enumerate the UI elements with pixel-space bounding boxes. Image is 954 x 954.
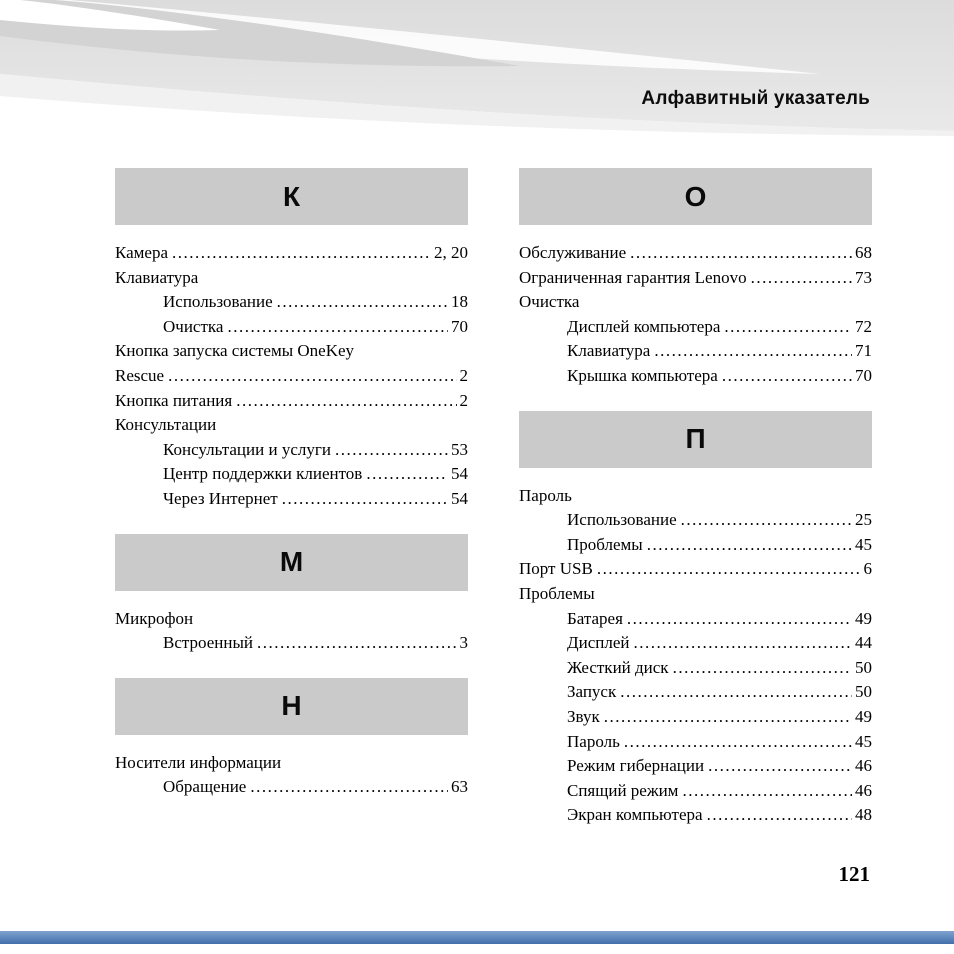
index-entry [519, 607, 872, 632]
index-entry [519, 364, 872, 389]
entry-label: Проблемы [567, 534, 643, 554]
entry-page-number: 73 [855, 267, 872, 287]
entry-label: Спящий режим [567, 780, 679, 800]
dot-leader [172, 241, 431, 266]
index-entry [519, 582, 872, 607]
dot-leader [236, 389, 456, 414]
index-column-left [115, 168, 468, 828]
index-entry [115, 389, 468, 414]
entry-page-number: 50 [855, 682, 872, 702]
index-entry [115, 438, 468, 463]
dot-leader [624, 730, 852, 755]
dot-leader [751, 266, 852, 291]
section-header-М [115, 534, 468, 591]
entry-page-number: 72 [855, 316, 872, 336]
index-entry [519, 266, 872, 291]
dot-leader [227, 315, 448, 340]
index-entry [519, 656, 872, 681]
index-entry [519, 315, 872, 340]
index-entry [115, 487, 468, 512]
entry-label: Камера [115, 243, 169, 262]
entry-page-number: 6 [863, 559, 872, 579]
dot-leader [707, 803, 852, 828]
entry-label: Ограниченная гарантия Lenovo [519, 267, 747, 287]
index-entry [519, 754, 872, 779]
index-entry [115, 266, 468, 291]
entry-page-number: 50 [855, 657, 872, 677]
dot-leader [682, 779, 852, 804]
entry-label: Обслуживание [519, 243, 627, 262]
entry-label: Через Интернет [163, 488, 278, 508]
page-number: 121 [838, 862, 870, 886]
entry-label: Консультации и услуги [163, 439, 331, 459]
section-header-О [519, 168, 872, 225]
section-letter: О [684, 180, 707, 212]
index-entry [115, 413, 468, 438]
entry-page-number: 46 [855, 756, 872, 776]
entry-label: Батарея [567, 608, 623, 628]
entry-page-number: 45 [855, 731, 872, 751]
entry-label: Порт USB [519, 559, 593, 579]
entry-page-number: 49 [855, 608, 872, 628]
dot-leader [250, 775, 448, 800]
entry-page-number: 48 [855, 805, 872, 825]
entry-label: Обращение [163, 777, 247, 797]
section-header-Н [115, 678, 468, 735]
entry-label: Пароль [567, 731, 620, 751]
index-entry [519, 779, 872, 804]
entry-page-number: 71 [855, 341, 872, 361]
entry-label: Клавиатура [115, 267, 199, 287]
section-letter: П [685, 423, 706, 455]
index-entry [115, 751, 468, 776]
entry-label: Клавиатура [567, 341, 651, 361]
index-entry [519, 241, 872, 266]
entry-list [115, 241, 468, 512]
index-entry [519, 290, 872, 315]
index-column-right [519, 168, 872, 828]
dot-leader [681, 508, 852, 533]
entry-list [115, 607, 468, 656]
entry-list [519, 241, 872, 389]
index-entry [519, 533, 872, 558]
section-letter: М [279, 546, 304, 578]
entry-label: Пароль [519, 485, 572, 505]
section-letter: К [282, 180, 301, 212]
entry-list [519, 484, 872, 828]
entry-page-number: 70 [451, 316, 468, 336]
entry-page-number: 54 [451, 464, 468, 484]
entry-label: Дисплей [567, 633, 630, 653]
entry-page-number: 49 [855, 706, 872, 726]
entry-label: Очистка [163, 316, 224, 336]
dot-leader [282, 487, 448, 512]
index-entry [115, 315, 468, 340]
dot-leader [620, 680, 852, 705]
section-letter: Н [281, 690, 302, 722]
dot-leader [604, 705, 852, 730]
entry-page-number: 63 [451, 777, 468, 797]
entry-label: Звук [567, 706, 600, 726]
dot-leader [277, 290, 448, 315]
dot-leader [257, 631, 457, 656]
index-entry [519, 484, 872, 509]
entry-list [115, 751, 468, 800]
entry-page-number: 18 [451, 292, 468, 312]
index-entry [115, 290, 468, 315]
entry-label: Жесткий диск [567, 657, 669, 677]
header-swoosh-decoration [0, 0, 954, 140]
dot-leader [654, 339, 852, 364]
index-entry [519, 803, 872, 828]
index-entry [519, 730, 872, 755]
index-entry [519, 680, 872, 705]
swoosh-graphic [0, 0, 954, 140]
entry-page-number: 54 [451, 488, 468, 508]
dot-leader [630, 241, 852, 266]
entry-label: Использование [163, 292, 273, 312]
entry-label: Встроенный [163, 633, 253, 653]
index-entry [115, 775, 468, 800]
dot-leader [597, 557, 861, 582]
entry-label: Носители информации [115, 752, 282, 772]
dot-leader [335, 438, 448, 463]
entry-page-number: 68 [855, 243, 872, 262]
dot-leader [627, 607, 852, 632]
entry-label: Кнопка питания [115, 390, 233, 410]
index-entry [115, 631, 468, 656]
index-entry [519, 557, 872, 582]
entry-page-number: 3 [459, 633, 468, 653]
entry-label: Rescue [115, 365, 165, 385]
dot-leader [647, 533, 852, 558]
entry-label: Консультации [115, 415, 217, 435]
section-header-К [115, 168, 468, 225]
dot-leader [724, 315, 852, 340]
index-entry [115, 364, 468, 389]
entry-label: Очистка [519, 292, 580, 312]
dot-leader [168, 364, 456, 389]
entry-page-number: 70 [855, 365, 872, 385]
entry-page-number: 45 [855, 534, 872, 554]
entry-label: Микрофон [115, 608, 194, 628]
index-entry [115, 462, 468, 487]
index-entry [115, 607, 468, 632]
dot-leader [633, 631, 852, 656]
entry-label: Центр поддержки клиентов [163, 464, 363, 484]
dot-leader [722, 364, 852, 389]
entry-label: Проблемы [519, 583, 595, 603]
entry-label: Кнопка запуска системы OneKey [115, 341, 355, 361]
dot-leader [366, 462, 448, 487]
entry-page-number: 44 [855, 633, 872, 653]
index-entry [115, 241, 468, 266]
index-entry [115, 339, 468, 364]
entry-label: Экран компьютера [567, 805, 703, 825]
entry-label: Крышка компьютера [567, 365, 718, 385]
entry-label: Дисплей компьютера [567, 316, 721, 336]
entry-label: Режим гибернации [567, 756, 705, 776]
index-columns [115, 168, 872, 828]
dot-leader [673, 656, 852, 681]
entry-page-number: 2 [459, 390, 468, 410]
dot-leader [708, 754, 852, 779]
entry-page-number: 2 [459, 365, 468, 385]
entry-page-number: 25 [855, 510, 872, 530]
section-header-П [519, 411, 872, 468]
index-entry [519, 508, 872, 533]
index-entry [519, 339, 872, 364]
index-entry [519, 631, 872, 656]
entry-page-number: 46 [855, 780, 872, 800]
index-entry [519, 705, 872, 730]
footer-accent-bar [0, 931, 954, 944]
page-title: Алфавитный указатель [641, 88, 870, 109]
entry-page-number: 53 [451, 439, 468, 459]
entry-page-number: 2, 20 [434, 243, 468, 262]
entry-label: Использование [567, 510, 677, 530]
entry-label: Запуск [567, 682, 617, 702]
